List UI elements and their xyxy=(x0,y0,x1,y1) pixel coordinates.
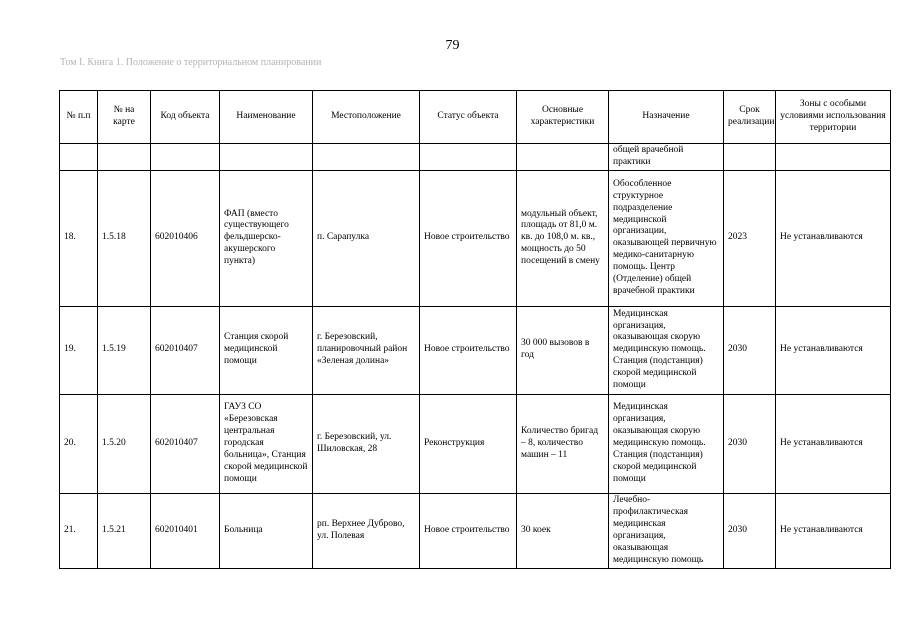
cell-object-code: 602010401 xyxy=(151,493,220,568)
cell-map-number: 1.5.20 xyxy=(98,394,151,493)
table-row xyxy=(60,306,891,394)
table-row xyxy=(60,394,891,493)
cell-zones: Не устанавливаются xyxy=(776,170,891,306)
cell-location: г. Березовский, планировочный район «Зеленая долина» xyxy=(313,306,420,394)
cell-location: г. Березовский, ул. Шиловская, 28 xyxy=(313,394,420,493)
cell-term: 2030 xyxy=(724,394,776,493)
column-header-zones: Зоны с особыми условиями использования территории xyxy=(776,91,891,144)
cell-term xyxy=(724,144,776,171)
cell-zones: Не устанавливаются xyxy=(776,306,891,394)
column-header-name: Наименование xyxy=(220,91,313,144)
cell-map-number: 1.5.19 xyxy=(98,306,151,394)
cell-object-code xyxy=(151,144,220,171)
column-header-purpose: Назначение xyxy=(609,91,724,144)
cell-name xyxy=(220,144,313,171)
facilities-table xyxy=(59,90,891,569)
cell-map-number: 1.5.21 xyxy=(98,493,151,568)
cell-zones: Не устанавливаются xyxy=(776,493,891,568)
column-header-object-code: Код объекта xyxy=(151,91,220,144)
cell-name: Больница xyxy=(220,493,313,568)
cell-map-number: 1.5.18 xyxy=(98,170,151,306)
table-row xyxy=(60,170,891,306)
cell-number xyxy=(60,144,98,171)
cell-name: Станция скорой медицинской помощи xyxy=(220,306,313,394)
cell-status: Новое строительство xyxy=(420,306,517,394)
cell-number: 18. xyxy=(60,170,98,306)
cell-characteristics: 30 коек xyxy=(517,493,609,568)
cell-map-number xyxy=(98,144,151,171)
column-header-map-number: № на карте xyxy=(98,91,151,144)
cell-characteristics: 30 000 вызовов в год xyxy=(517,306,609,394)
cell-purpose: Лечебно-профилактическая медицинская организация, оказывающая медицинскую помощь xyxy=(609,493,724,568)
column-header-term: Срок реализации xyxy=(724,91,776,144)
cell-characteristics: модульный объект, площадь от 81,0 м. кв. до 108,0 м. кв., мощность до 50 посещений в смену xyxy=(517,170,609,306)
cell-zones: Не устанавливаются xyxy=(776,394,891,493)
column-header-status: Статус объекта xyxy=(420,91,517,144)
cell-purpose: Медицинская организация, оказывающая скорую медицинскую помощь. Станция (подстанция) скорой медицинской помощи xyxy=(609,306,724,394)
cell-purpose: общей врачебной практики xyxy=(609,144,724,171)
column-header-number: № п.п xyxy=(60,91,98,144)
cell-object-code: 602010407 xyxy=(151,394,220,493)
cell-term: 2030 xyxy=(724,493,776,568)
cell-purpose: Медицинская организация, оказывающая скорую медицинскую помощь. Станция (подстанция) скорой медицинской помощи xyxy=(609,394,724,493)
table-header-row xyxy=(60,91,891,144)
column-header-characteristics: Основные характеристики xyxy=(517,91,609,144)
cell-location xyxy=(313,144,420,171)
cell-status: Новое строительство xyxy=(420,493,517,568)
cell-number: 20. xyxy=(60,394,98,493)
cell-purpose: Обособленное структурное подразделение медицинской организации, оказывающей первичную медико-санитарную помощь. Центр (Отделение) общей врачебной практики xyxy=(609,170,724,306)
cell-object-code: 602010407 xyxy=(151,306,220,394)
cell-object-code: 602010406 xyxy=(151,170,220,306)
page-number: 79 xyxy=(445,38,460,53)
cell-status: Реконструкция xyxy=(420,394,517,493)
cell-location: рп. Верхнее Дуброво, ул. Полевая xyxy=(313,493,420,568)
cell-term: 2023 xyxy=(724,170,776,306)
table-row xyxy=(60,493,891,568)
cell-name: ГАУЗ СО «Березовская центральная городская больница», Станция скорой медицинской помощи xyxy=(220,394,313,493)
cell-name: ФАП (вместо существующего фельдшерско-акушерского пункта) xyxy=(220,170,313,306)
cell-status: Новое строительство xyxy=(420,170,517,306)
cell-number: 21. xyxy=(60,493,98,568)
cell-status xyxy=(420,144,517,171)
cell-term: 2030 xyxy=(724,306,776,394)
cell-number: 19. xyxy=(60,306,98,394)
cell-location: п. Сарапулка xyxy=(313,170,420,306)
cell-zones xyxy=(776,144,891,171)
column-header-location: Местоположение xyxy=(313,91,420,144)
cell-characteristics xyxy=(517,144,609,171)
running-header: Том I. Книга 1. Положение о территориальном планировании xyxy=(60,57,322,68)
cell-characteristics: Количество бригад – 8, количество машин – 11 xyxy=(517,394,609,493)
table-row xyxy=(60,144,891,171)
